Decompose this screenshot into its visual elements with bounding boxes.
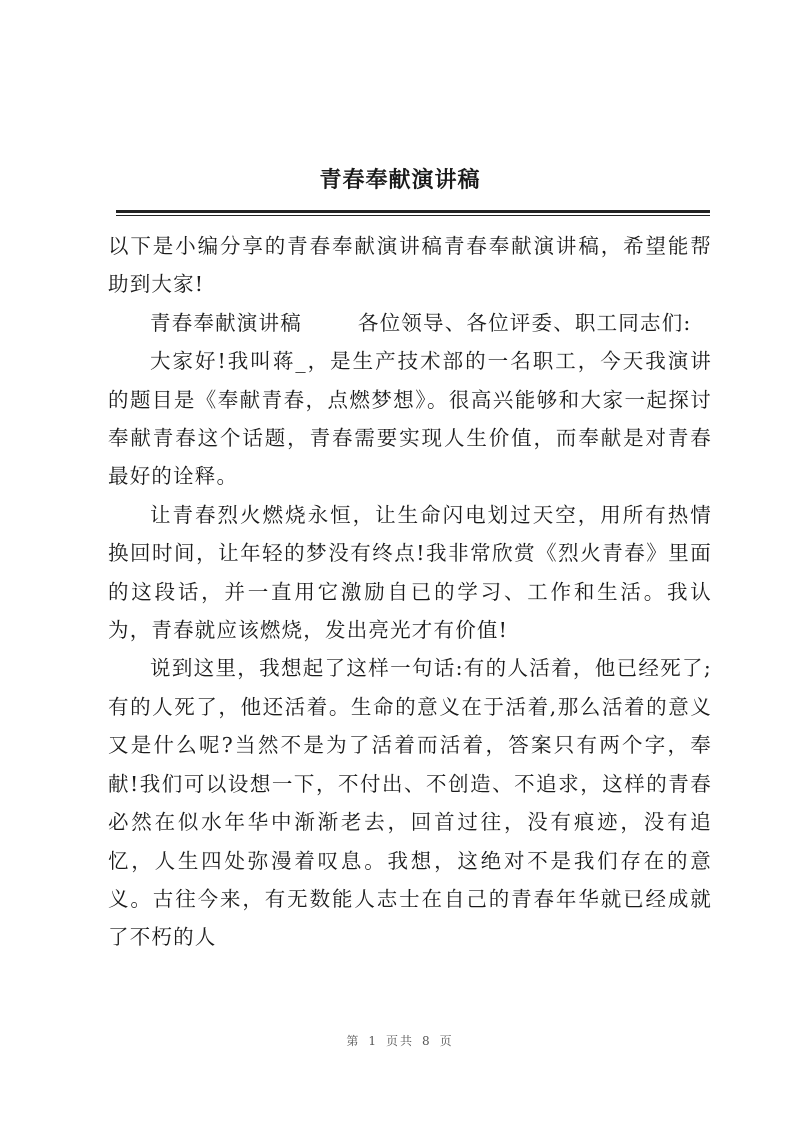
paragraph-youth-fire: 让青春烈火燃烧永恒，让生命闪电划过天空，用所有热情换回时间，让年轻的梦没有终点!我非常欣赏《烈火青春》里面的这段话，并一直用它激励自已的学习、工作和生活。我认为，青春就应该燃烧，发出亮光才有价值!	[108, 502, 712, 643]
title-rule-thin	[116, 215, 710, 216]
paragraph-greeting: 大家好!我叫蒋_，是生产技术部的一名职工，今天我演讲的题目是《奉献青春，点燃梦想》。很高兴能够和大家一起探讨奉献青春这个话题，青春需要实现人生价值，而奉献是对青春最好的诠释。	[108, 349, 712, 489]
title-rule-thick	[116, 210, 710, 213]
footer-middle: 页共	[385, 1034, 414, 1048]
paragraph-intro: 以下是小编分享的青春奉献演讲稿青春奉献演讲稿，希望能帮助到大家!	[108, 234, 712, 297]
salutation-title: 青春奉献演讲稿	[150, 310, 302, 335]
paragraph-meaning: 说到这里，我想起了这样一句话:有的人活着，他已经死了;有的人死了，他还活着。生命的意义在于活着,那么活着的意义又是什么呢?当然不是为了活着而活着，答案只有两个字，奉献!我们可以设想一下，不付出、不创造、不追求，这样的青春必然在似水年华中渐渐老去，回首过往，没有痕迹，没有追忆，人生四处弥漫着叹息。我想，这绝对不是我们存在的意义。古往今来，有无数能人志士在自己的青春年华就已经成就了不朽的人	[108, 656, 712, 950]
footer-prefix: 第	[346, 1034, 361, 1048]
document-body	[108, 227, 712, 957]
footer-page-number: 1	[368, 1034, 378, 1048]
footer-suffix: 页	[439, 1034, 454, 1048]
document-title: 青春奉献演讲稿	[319, 167, 481, 193]
page-footer	[0, 1032, 800, 1049]
footer-total-pages: 8	[422, 1034, 432, 1048]
salutation-audience: 各位领导、各位评委、职工同志们:	[357, 310, 692, 335]
paragraph-salutation	[108, 304, 712, 342]
